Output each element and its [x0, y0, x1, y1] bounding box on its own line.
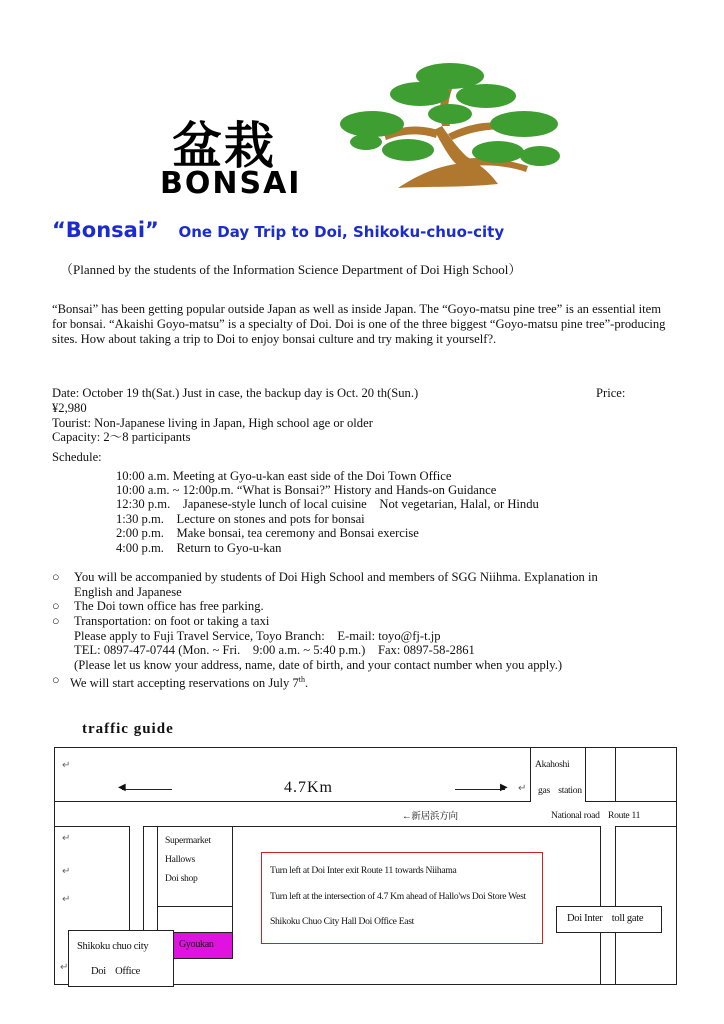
planned-by-line: （Planned by the students of the Information Science Department of Doi High School）: [60, 262, 522, 277]
distance-label: 4.7Km: [284, 779, 333, 796]
bonsai-tree-illustration: [338, 60, 562, 196]
price-value: ¥2,980: [52, 401, 87, 415]
note-accompany-cont: English and Japanese: [74, 585, 182, 599]
doi-office-label: Doi Office: [91, 966, 140, 977]
title-main: “Bonsai”: [52, 218, 159, 242]
intro-paragraph: “Bonsai” has been getting popular outside Japan as well as inside Japan. The “Goyo-matsu pine tree” is an essential item for bonsai. “Akaishi Goyo-matsu” is a specialty of Doi. Doi is one of the three biggest “Goyo-matsu pine tree”-producing sites. How about taking a trip to Doi to enjoy bonsai culture and try making it yourself?.: [52, 302, 666, 346]
supermarket-label: Supermarket: [165, 835, 211, 846]
schedule-item: 4:00 p.m. Return to Gyo-u-kan: [116, 541, 282, 555]
note-parking: The Doi town office has free parking.: [74, 599, 264, 613]
schedule-label: Schedule:: [52, 450, 102, 464]
akahoshi-label: Akahoshi: [535, 759, 570, 770]
schedule-item: 10:00 a.m. ~ 12:00p.m. “What is Bonsai?” History and Hands-on Guidance: [116, 483, 497, 497]
doi-inter-gate-box: [556, 906, 662, 933]
note-reservations-sup: th: [298, 675, 305, 684]
note-reservations: [70, 673, 308, 691]
tourist-line: Tourist: Non-Japanese living in Japan, High school age or older: [52, 416, 373, 430]
note-transport: Transportation: on foot or taking a taxi: [74, 614, 270, 628]
note-reservations-text: We will start accepting reservations on July 7: [70, 676, 299, 691]
return-mark-icon: ↵: [62, 866, 71, 877]
hallows-label: Hallows: [165, 854, 195, 865]
gas-station-label: gas station: [538, 785, 582, 796]
note-please: (Please let us know your address, name, date of birth, and your contact number when you apply.): [74, 658, 563, 672]
note-reservations-end: .: [305, 676, 309, 691]
arrow-left-icon: ◀: [118, 782, 126, 793]
direction-niihama-label: ←新居浜方向: [402, 811, 458, 822]
price-label: Price:: [596, 386, 626, 400]
date-line: [52, 386, 674, 401]
gyoukan-label: Gyoukan: [179, 939, 214, 950]
route-line-3: Shikoku Chuo City Hall Doi Office East: [270, 916, 415, 927]
return-mark-icon: ↵: [62, 760, 71, 771]
bullet-icon: ○: [52, 599, 60, 613]
note-apply: Please apply to Fuji Travel Service, Toyo Branch: E-mail: toyo@fj-t.jp: [74, 629, 441, 643]
route-line-2: Turn left at the intersection of 4.7 Km ahead of Hallo'ws Doi Store West: [270, 891, 526, 902]
route-line-1: Turn left at Doi Inter exit Route 11 towards Niihama: [270, 865, 457, 876]
bullet-icon: ○: [52, 614, 60, 628]
note-tel: TEL: 0897-47-0744 (Mon. ~ Fri. 9:00 a.m. ~ 5:40 p.m.) Fax: 0897-58-2861: [74, 643, 475, 657]
bullet-icon: ○: [52, 673, 60, 687]
schedule-item: 1:30 p.m. Lecture on stones and pots for bonsai: [116, 512, 365, 526]
return-mark-icon: ↵: [62, 833, 71, 844]
schedule-item: 2:00 p.m. Make bonsai, tea ceremony and Bonsai exercise: [116, 526, 419, 540]
logo-kanji: 盆栽: [172, 116, 276, 175]
national-road-label: National road Route 11: [551, 810, 641, 821]
doi-inter-gate-label: Doi Inter toll gate: [567, 913, 644, 924]
arrow-right-icon: ▶: [500, 782, 508, 793]
return-mark-icon: ↵: [518, 783, 527, 794]
doi-shop-label: Doi shop: [165, 873, 198, 884]
schedule-item: 10:00 a.m. Meeting at Gyo-u-kan east side of the Doi Town Office: [116, 469, 452, 483]
title-subtitle: One Day Trip to Doi, Shikoku-chuo-city: [178, 223, 505, 241]
doi-office-box: [68, 930, 174, 987]
capacity-line: Capacity: 2～8 participants: [52, 430, 191, 444]
traffic-guide-title: traffic guide: [82, 721, 174, 737]
schedule-item: 12:30 p.m. Japanese-style lunch of local cuisine Not vegetarian, Halal, or Hindu: [116, 497, 539, 511]
bullet-icon: ○: [52, 570, 60, 584]
title-row: [52, 218, 504, 242]
return-mark-icon: ↵: [62, 894, 71, 905]
date-text: Date: October 19 th(Sat.) Just in case, the backup day is Oct. 20 th(Sun.): [52, 386, 419, 400]
route-directions-box: [261, 852, 543, 944]
shikoku-city-label: Shikoku chuo city: [77, 941, 149, 952]
note-accompany: You will be accompanied by students of Doi High School and members of SGG Niihma. Explanation in: [74, 570, 598, 584]
return-mark-icon: ↵: [60, 962, 69, 973]
logo-latin: BONSAI: [160, 166, 302, 201]
gyoukan-box: [172, 932, 233, 959]
